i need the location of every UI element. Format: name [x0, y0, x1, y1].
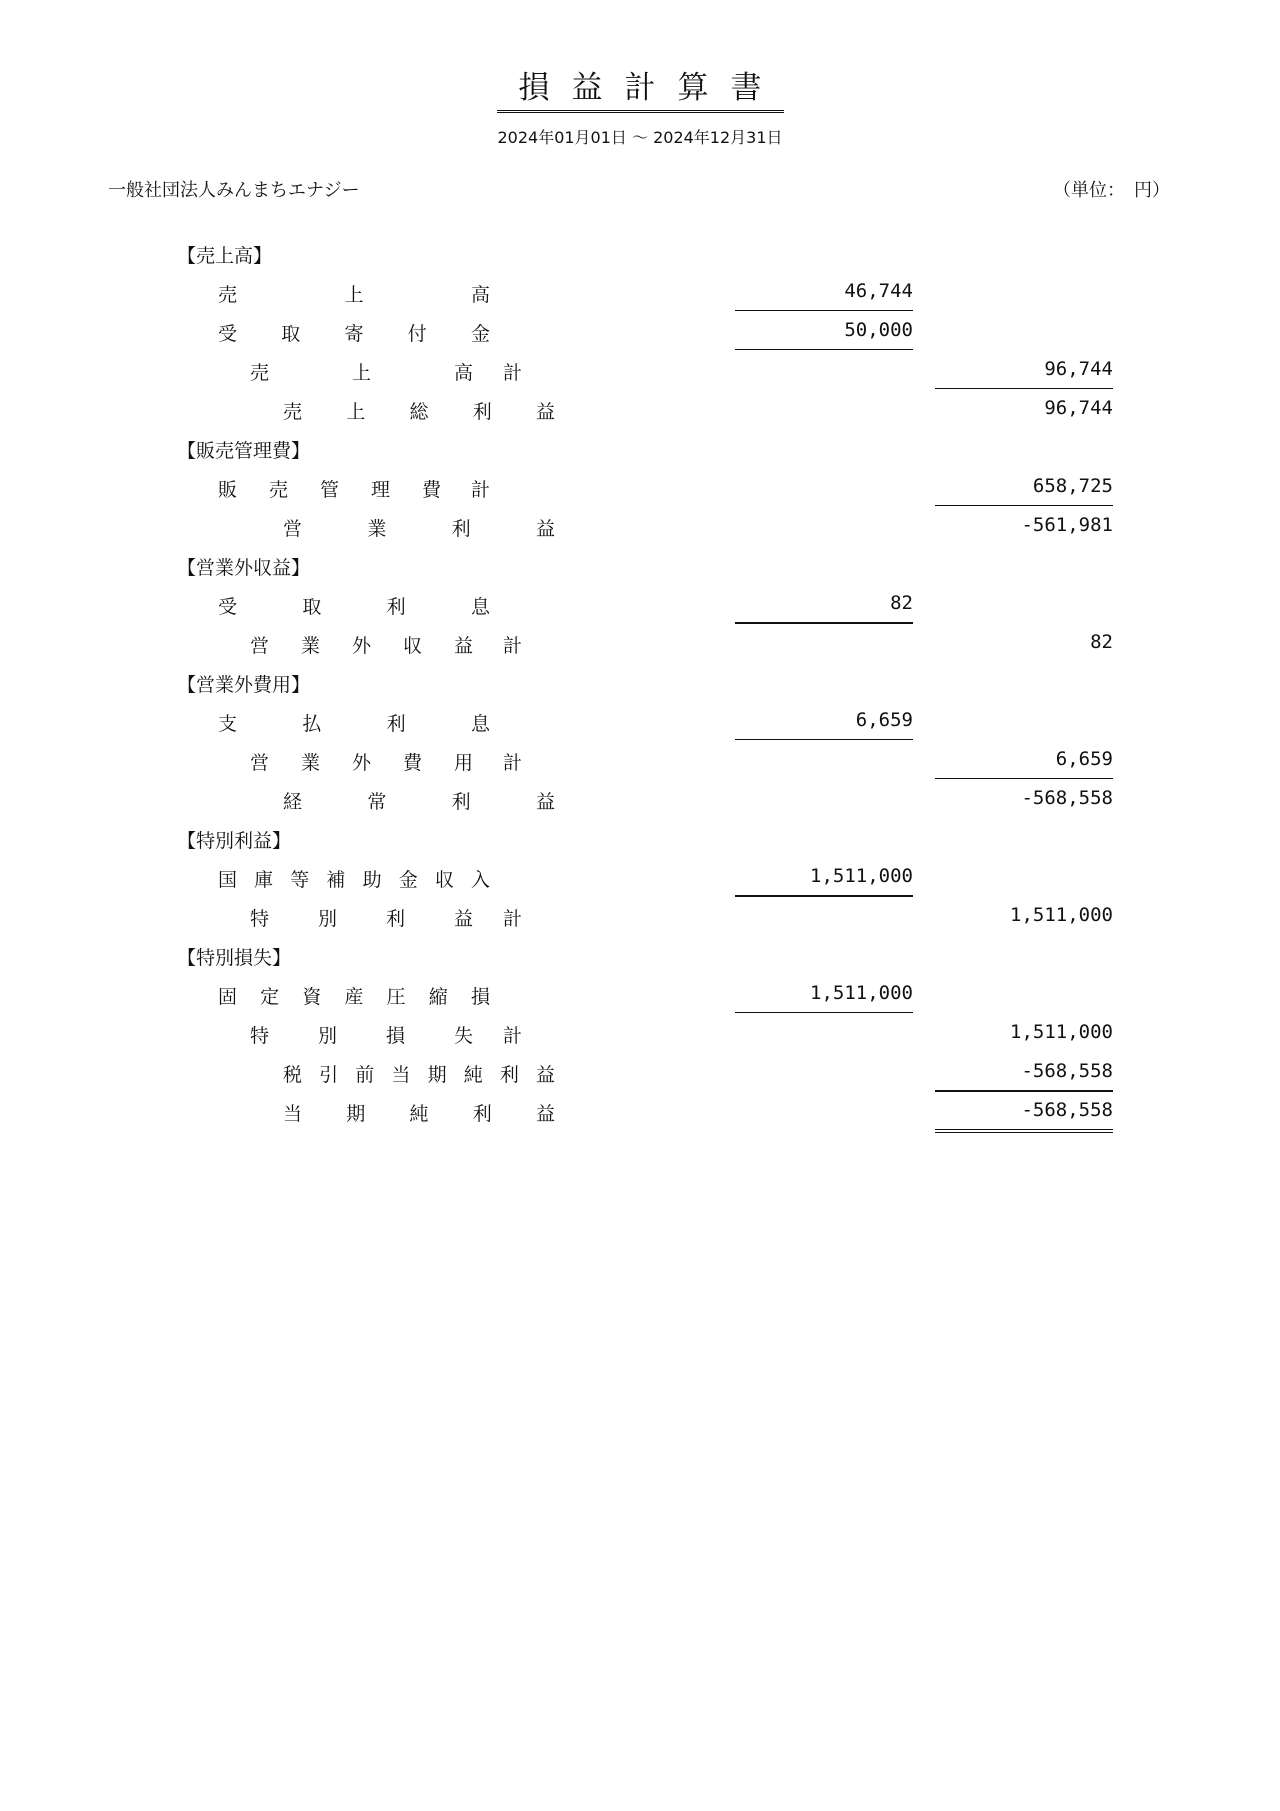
statement-row: [0, 625, 1280, 664]
line-item-label: [250, 358, 522, 385]
statement-row: [0, 508, 1280, 547]
fiscal-period: 2024年01月01日 ～ 2024年12月31日: [497, 128, 783, 147]
line-item-label: [250, 748, 522, 775]
section-header-row: [0, 820, 1280, 859]
line-item-name: 受 取 寄 付 金: [218, 323, 490, 345]
subtotal-marker: 計: [502, 1025, 522, 1047]
line-item-label: [283, 397, 555, 424]
line-item-name: 販 売 管 理 費: [218, 479, 441, 501]
subtotal-marker: 計: [470, 479, 490, 501]
amount-total: 1,511,000: [1010, 1021, 1113, 1043]
line-item-name: 営 業 利 益: [283, 518, 555, 540]
line-item-name: 営 業 外 費 用: [250, 752, 473, 774]
amount-detail: [735, 1099, 913, 1129]
section-heading: 【販売管理費】: [177, 440, 311, 462]
line-item-name: 特 別 利 益: [250, 908, 473, 930]
amount-total: [935, 319, 1113, 349]
line-item-name: 売 上 高: [218, 284, 490, 306]
line-item-label: [218, 709, 490, 736]
amount-total: -568,558: [935, 1099, 1113, 1133]
line-item-name: 売 上 高: [250, 362, 473, 384]
amount-detail: 50,000: [735, 319, 913, 350]
line-item-label: [218, 280, 490, 307]
statement-row: [0, 898, 1280, 937]
amount-total: 6,659: [935, 748, 1113, 779]
line-item-name: 営 業 外 収 益: [250, 635, 473, 657]
amount-total: 658,725: [935, 475, 1113, 506]
statement-row: [0, 391, 1280, 430]
amount-total: 96,744: [935, 358, 1113, 389]
line-item-name: 売 上 総 利 益: [283, 401, 555, 423]
line-item-label: [218, 982, 490, 1009]
line-item-label: [218, 319, 490, 346]
line-item-label: [283, 1060, 555, 1087]
amount-detail: [735, 787, 913, 817]
section-header-row: [0, 937, 1280, 976]
section-heading: 【営業外費用】: [177, 674, 311, 696]
amount-detail: [735, 904, 913, 934]
statement-row: [0, 352, 1280, 391]
section-header-row: [0, 430, 1280, 469]
line-item-name: 受 取 利 息: [218, 596, 490, 618]
amount-total: [935, 709, 1113, 739]
amount-detail: [735, 1060, 913, 1090]
amount-detail: 1,511,000: [735, 865, 913, 897]
amount-total: 96,744: [1044, 397, 1113, 419]
document-title: 損益計算書: [0, 62, 1280, 113]
amount-total: 1,511,000: [1010, 904, 1113, 926]
line-item-name: 支 払 利 息: [218, 713, 490, 735]
line-item-label: [250, 904, 522, 931]
amount-detail: [735, 514, 913, 544]
section-heading: 【特別損失】: [177, 947, 292, 969]
amount-detail: [735, 631, 913, 661]
line-item-name: 経 常 利 益: [283, 791, 555, 813]
line-item-label: [250, 1021, 522, 1048]
line-item-label: [283, 787, 555, 814]
amount-detail: [735, 748, 913, 778]
statement-row: [0, 274, 1280, 313]
amount-total: [935, 865, 1113, 895]
line-item-name: 固 定 資 産 圧 縮 損: [218, 986, 490, 1008]
amount-total: -568,558: [935, 1060, 1113, 1092]
statement-row: [0, 1093, 1280, 1132]
amount-total: -561,981: [1021, 514, 1113, 536]
line-item-label: [283, 1099, 555, 1126]
line-item-label: [250, 631, 522, 658]
amount-detail: [735, 475, 913, 505]
amount-detail: [735, 397, 913, 427]
line-item-name: 税 引 前 当 期 純 利 益: [283, 1064, 555, 1086]
amount-total: 82: [1090, 631, 1113, 653]
statement-row: [0, 976, 1280, 1015]
statement-row: [0, 313, 1280, 352]
statement-row: [0, 742, 1280, 781]
amount-detail: 6,659: [735, 709, 913, 740]
section-heading: 【売上高】: [177, 245, 273, 267]
amount-detail: [735, 1021, 913, 1051]
section-header-row: [0, 664, 1280, 703]
amount-detail: 82: [735, 592, 913, 624]
amount-detail: [735, 358, 913, 388]
section-header-row: [0, 547, 1280, 586]
currency-unit: （単位： 円）: [1053, 180, 1170, 201]
subtotal-marker: 計: [502, 362, 522, 384]
statement-row: [0, 859, 1280, 898]
line-item-name: 当 期 純 利 益: [283, 1103, 555, 1125]
line-item-label: [218, 592, 490, 619]
amount-total: -568,558: [1021, 787, 1113, 809]
line-item-name: 特 別 損 失: [250, 1025, 473, 1047]
statement-row: [0, 1054, 1280, 1093]
subtotal-marker: 計: [502, 635, 522, 657]
amount-detail: 46,744: [735, 280, 913, 311]
statement-row: [0, 1015, 1280, 1054]
line-item-label: [218, 475, 490, 502]
amount-total: [935, 592, 1113, 622]
subtotal-marker: 計: [502, 752, 522, 774]
line-item-label: [218, 865, 490, 892]
statement-row: [0, 781, 1280, 820]
statement-row: [0, 703, 1280, 742]
line-item-name: 国 庫 等 補 助 金 収 入: [218, 869, 490, 891]
statement-row: [0, 469, 1280, 508]
section-heading: 【特別利益】: [177, 830, 292, 852]
line-item-label: [283, 514, 555, 541]
section-header-row: [0, 235, 1280, 274]
section-heading: 【営業外収益】: [177, 557, 311, 579]
amount-total: [935, 982, 1113, 1012]
amount-detail: 1,511,000: [735, 982, 913, 1013]
amount-total: [935, 280, 1113, 310]
company-name: 一般社団法人みんまちエナジー: [108, 180, 360, 201]
statement-row: [0, 586, 1280, 625]
subtotal-marker: 計: [502, 908, 522, 930]
